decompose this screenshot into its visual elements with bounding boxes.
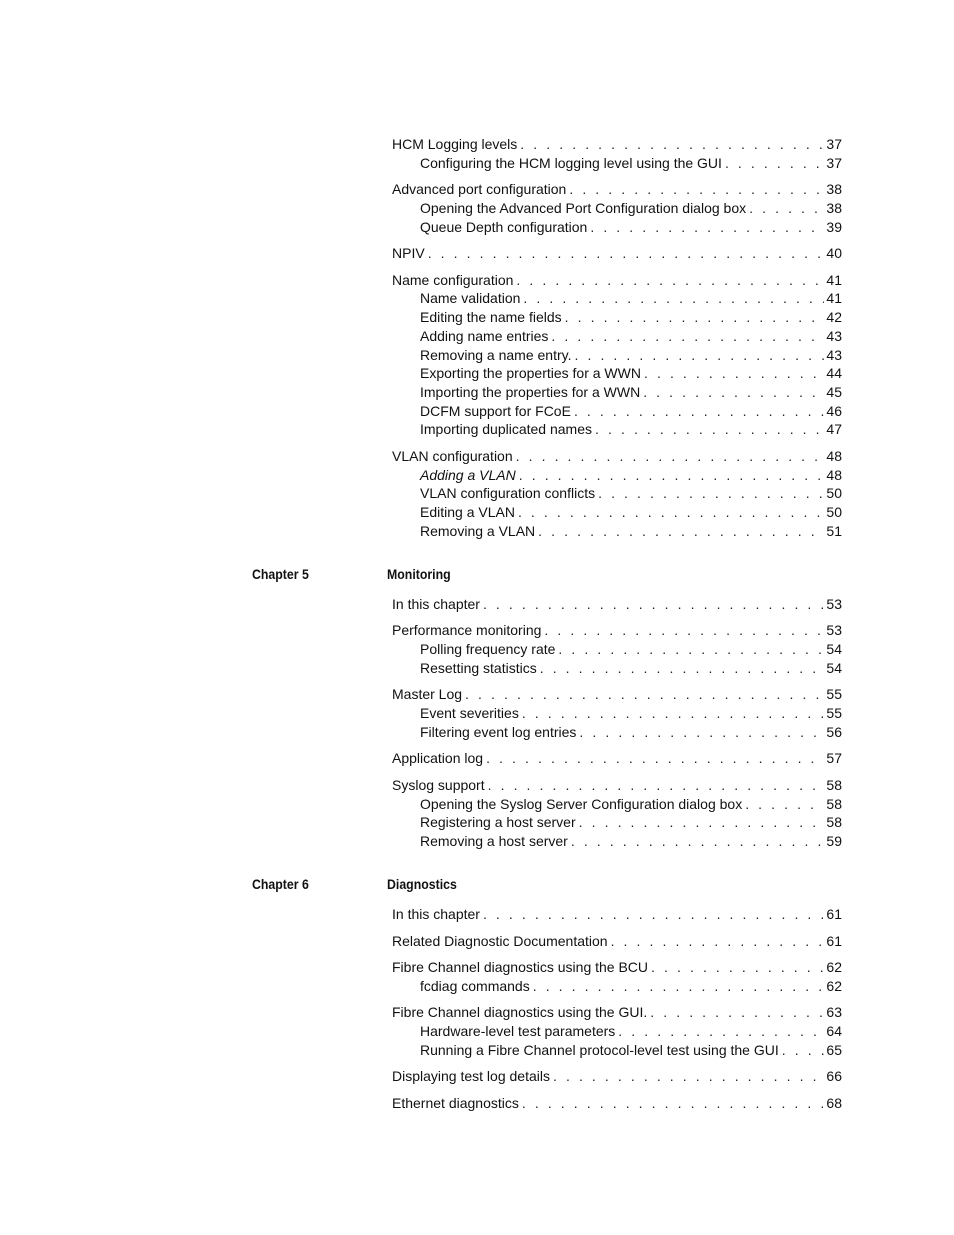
- toc-page-number: 64: [826, 1023, 842, 1039]
- toc-page-number: 58: [826, 814, 842, 830]
- chapter-6-title: Diagnostics: [387, 876, 457, 892]
- dot-leader: [745, 795, 824, 813]
- dot-leader: [782, 1041, 825, 1059]
- toc-subentry[interactable]: [420, 466, 842, 484]
- toc-subentry[interactable]: [420, 327, 842, 345]
- toc-entry-title: Opening the Advanced Port Configuration dialog box: [420, 200, 747, 216]
- toc-page-number: 62: [826, 978, 842, 994]
- toc-subentry[interactable]: [420, 383, 842, 401]
- toc-entry-title: Hardware-level test parameters: [420, 1023, 616, 1039]
- toc-entry-title: fcdiag commands: [420, 978, 530, 994]
- toc-entry-title: Polling frequency rate: [420, 641, 556, 657]
- toc-entry[interactable]: [392, 595, 842, 613]
- toc-entry-title: NPIV: [392, 245, 425, 261]
- toc-subentry[interactable]: [420, 346, 842, 364]
- toc-subentry[interactable]: [420, 402, 842, 420]
- toc-entry-title: Removing a VLAN: [420, 523, 536, 539]
- dot-leader: [569, 180, 824, 198]
- dot-leader: [590, 218, 824, 236]
- toc-subentry[interactable]: [420, 977, 842, 995]
- toc-entry-title: Ethernet diagnostics: [392, 1095, 519, 1111]
- toc-subentry[interactable]: [420, 1022, 842, 1040]
- toc-page-number: 58: [826, 796, 842, 812]
- toc-entry-title: VLAN configuration: [392, 448, 513, 464]
- toc-page-number: 58: [826, 777, 842, 793]
- toc-page-number: 50: [826, 485, 842, 501]
- dot-leader: [520, 135, 824, 153]
- dot-leader: [486, 749, 824, 767]
- toc-entry[interactable]: [392, 447, 842, 465]
- dot-leader: [540, 659, 825, 677]
- toc-page-number: 62: [826, 959, 842, 975]
- toc-page-number: 38: [826, 181, 842, 197]
- toc-page-number: 53: [826, 622, 842, 638]
- toc-page-number: 44: [826, 365, 842, 381]
- toc-page-number: 43: [826, 347, 842, 363]
- toc-subentry[interactable]: [420, 1041, 842, 1059]
- dot-leader: [651, 958, 824, 976]
- dot-leader: [618, 1022, 824, 1040]
- toc-entry[interactable]: [392, 776, 842, 794]
- dot-leader: [579, 813, 825, 831]
- toc-entry-title: Name validation: [420, 290, 521, 306]
- toc-entry-title: Importing duplicated names: [420, 421, 592, 437]
- toc-entry-title: Related Diagnostic Documentation: [392, 933, 608, 949]
- dot-leader: [544, 621, 824, 639]
- toc-entry-title: Fibre Channel diagnostics using the BCU: [392, 959, 649, 975]
- dot-leader: [516, 447, 825, 465]
- toc-page-number: 48: [826, 467, 842, 483]
- toc-entry-title: Name configuration: [392, 272, 514, 288]
- dot-leader: [650, 1003, 824, 1021]
- toc-page-number: 65: [826, 1042, 842, 1058]
- toc-page-number: 42: [826, 309, 842, 325]
- dot-leader: [519, 466, 825, 484]
- toc-page-number: 63: [826, 1004, 842, 1020]
- toc-entry[interactable]: [392, 1094, 842, 1112]
- toc-entry-title: In this chapter: [392, 596, 480, 612]
- dot-leader: [644, 364, 824, 382]
- toc-page-number: 51: [826, 523, 842, 539]
- dot-leader: [518, 503, 824, 521]
- dot-leader: [533, 977, 825, 995]
- toc-entry[interactable]: [392, 958, 842, 976]
- dot-leader: [538, 522, 824, 540]
- toc-page-number: 55: [826, 705, 842, 721]
- toc-entry-title: Importing the properties for a WWN: [420, 384, 641, 400]
- toc-entry-title: Syslog support: [392, 777, 485, 793]
- dot-leader: [522, 704, 825, 722]
- toc-entry-title: Adding name entries: [420, 328, 549, 344]
- dot-leader: [551, 327, 824, 345]
- toc-entry-title: Queue Depth configuration: [420, 219, 588, 235]
- toc-entry[interactable]: [392, 135, 842, 153]
- dot-leader: [565, 308, 825, 326]
- toc-page-number: 46: [826, 403, 842, 419]
- dot-leader: [643, 383, 824, 401]
- toc-entry-title: Removing a name entry.: [420, 347, 572, 363]
- toc-page-number: 61: [826, 933, 842, 949]
- toc-subentry[interactable]: [420, 364, 842, 382]
- toc-subentry[interactable]: [420, 832, 842, 850]
- toc-entry-title: Performance monitoring: [392, 622, 542, 638]
- dot-leader: [571, 832, 825, 850]
- chapter-5-title: Monitoring: [387, 566, 451, 582]
- toc-page-number: 61: [826, 906, 842, 922]
- toc-subentry[interactable]: [420, 704, 842, 722]
- toc-entry-title: Registering a host server: [420, 814, 576, 830]
- toc-page-number: 45: [826, 384, 842, 400]
- toc-subentry[interactable]: [420, 503, 842, 521]
- dot-leader: [749, 199, 824, 217]
- toc-entry-title: Opening the Syslog Server Configuration dialog box: [420, 796, 743, 812]
- toc-entry[interactable]: [392, 1067, 842, 1085]
- toc-subentry[interactable]: [420, 484, 842, 502]
- toc-entry-title: Filtering event log entries: [420, 724, 577, 740]
- chapter-5-label: Chapter 5: [252, 566, 309, 582]
- dot-leader: [522, 1094, 825, 1112]
- toc-entry-title: Fibre Channel diagnostics using the GUI.: [392, 1004, 648, 1020]
- dot-leader: [574, 346, 824, 364]
- dot-leader: [574, 402, 824, 420]
- toc-subentry[interactable]: [420, 522, 842, 540]
- toc-page-number: 41: [826, 272, 842, 288]
- toc-page-number: 53: [826, 596, 842, 612]
- toc-page-number: 54: [826, 641, 842, 657]
- toc-subentry[interactable]: [420, 289, 842, 307]
- toc-entry[interactable]: [392, 180, 842, 198]
- toc-entry-title: In this chapter: [392, 906, 480, 922]
- toc-subentry[interactable]: [420, 795, 842, 813]
- dot-leader: [579, 723, 824, 741]
- toc-subentry[interactable]: [420, 154, 842, 172]
- toc-page-number: 57: [826, 750, 842, 766]
- toc-page-number: 54: [826, 660, 842, 676]
- dot-leader: [595, 420, 824, 438]
- toc-page-number: 48: [826, 448, 842, 464]
- dot-leader: [553, 1067, 824, 1085]
- toc-page-number: 40: [826, 245, 842, 261]
- toc-entry[interactable]: [392, 932, 842, 950]
- toc-page-number: 37: [826, 136, 842, 152]
- toc-entry-title: HCM Logging levels: [392, 136, 518, 152]
- toc-page-number: 68: [826, 1095, 842, 1111]
- toc-entry-title: Adding a VLAN: [420, 467, 516, 483]
- toc-subentry[interactable]: [420, 420, 842, 438]
- toc-entry-title: Running a Fibre Channel protocol-level test using the GUI: [420, 1042, 779, 1058]
- toc-subentry[interactable]: [420, 723, 842, 741]
- toc-entry[interactable]: [392, 685, 842, 703]
- toc-page-number: 38: [826, 200, 842, 216]
- toc-entry-title: Editing the name fields: [420, 309, 562, 325]
- toc-entry-title: VLAN configuration conflicts: [420, 485, 596, 501]
- dot-leader: [488, 776, 825, 794]
- toc-entry-title: Advanced port configuration: [392, 181, 567, 197]
- toc-page-number: 66: [826, 1068, 842, 1084]
- toc-page-number: 59: [826, 833, 842, 849]
- dot-leader: [483, 905, 824, 923]
- toc-entry-title: Event severities: [420, 705, 519, 721]
- toc-entry[interactable]: [392, 1003, 842, 1021]
- toc-subentry[interactable]: [420, 199, 842, 217]
- toc-entry-title: DCFM support for FCoE: [420, 403, 571, 419]
- toc-page-number: 55: [826, 686, 842, 702]
- dot-leader: [483, 595, 824, 613]
- dot-leader: [558, 640, 824, 658]
- toc-entry-title: Displaying test log details: [392, 1068, 550, 1084]
- toc-entry[interactable]: [392, 271, 842, 289]
- toc-entry-title: Master Log: [392, 686, 463, 702]
- chapter-6-label: Chapter 6: [252, 876, 309, 892]
- toc-entry-title: Exporting the properties for a WWN: [420, 365, 641, 381]
- toc-subentry[interactable]: [420, 640, 842, 658]
- toc-entry-title: Application log: [392, 750, 484, 766]
- dot-leader: [611, 932, 825, 950]
- toc-entry[interactable]: [392, 905, 842, 923]
- toc-subentry[interactable]: [420, 308, 842, 326]
- dot-leader: [598, 484, 824, 502]
- dot-leader: [725, 154, 824, 172]
- toc-entry-title: Resetting statistics: [420, 660, 537, 676]
- dot-leader: [516, 271, 824, 289]
- toc-subentry[interactable]: [420, 659, 842, 677]
- toc-entry-title: Editing a VLAN: [420, 504, 515, 520]
- toc-page-number: 41: [826, 290, 842, 306]
- toc-subentry[interactable]: [420, 218, 842, 236]
- toc-subentry[interactable]: [420, 813, 842, 831]
- toc-page-number: 47: [826, 421, 842, 437]
- toc-page-number: 56: [826, 724, 842, 740]
- toc-entry[interactable]: [392, 244, 842, 262]
- toc-page-number: 37: [826, 155, 842, 171]
- toc-page-number: 50: [826, 504, 842, 520]
- dot-leader: [523, 289, 824, 307]
- toc-entry-title: Removing a host server: [420, 833, 568, 849]
- toc-entry[interactable]: [392, 621, 842, 639]
- dot-leader: [428, 244, 825, 262]
- toc-page-number: 39: [826, 219, 842, 235]
- toc-entry-title: Configuring the HCM logging level using the GUI: [420, 155, 722, 171]
- toc-page-number: 43: [826, 328, 842, 344]
- toc-entry[interactable]: [392, 749, 842, 767]
- dot-leader: [465, 685, 824, 703]
